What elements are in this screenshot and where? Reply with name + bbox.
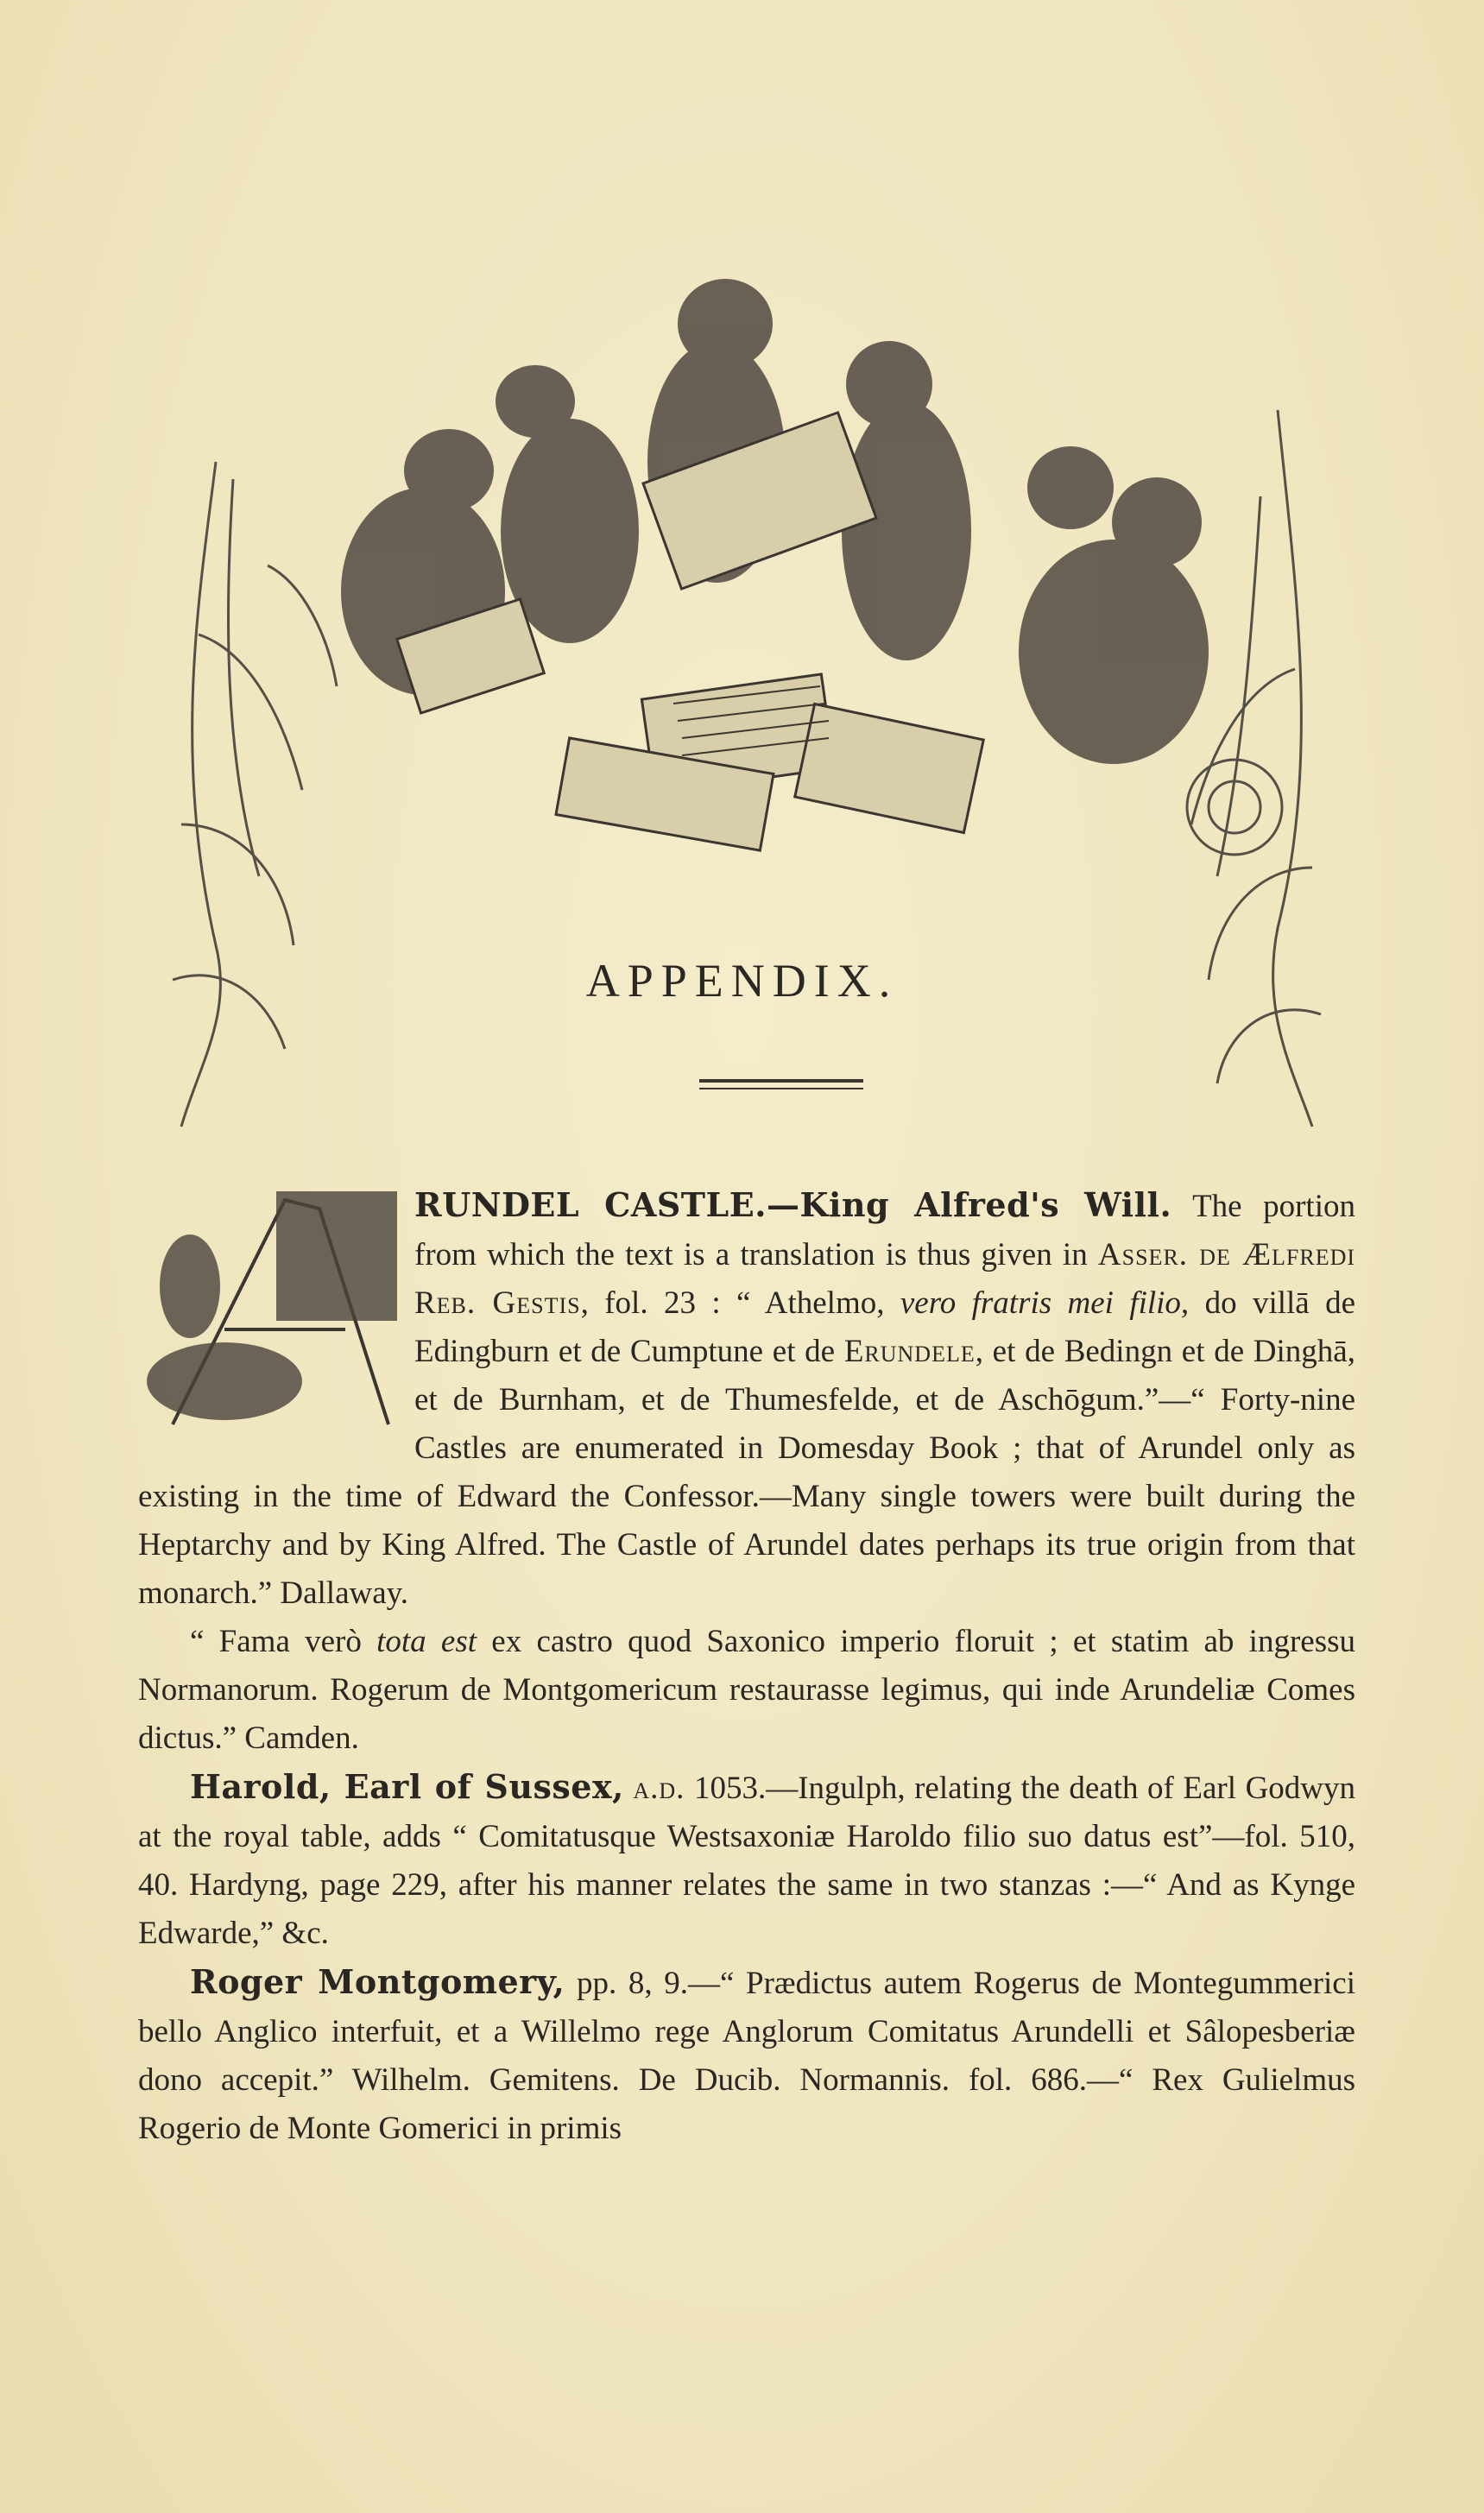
appendix-text xyxy=(138,1181,1355,2153)
paragraph-roger-montgomery: Roger Montgomery, pp. 8, 9.—“ Prædictus autem Rogerus de Montegummerici bello Anglico interfuit, et a Willelmo rege Anglorum Comitatus Arundelli et Sâlopesberiæ dono accepit.” Wilhelm. Gemitens. De Ducib. Normannis. fol. 686.—“ Rex Gulielmus Rogerio de Monte Gomerici in primis xyxy=(138,1962,1355,2146)
name-erundele: Erundele xyxy=(843,1334,976,1369)
title-rule-thin xyxy=(699,1088,863,1089)
appendix-title: APPENDIX. xyxy=(585,955,899,1007)
heading-roger-montgomery: Roger Montgomery, xyxy=(190,1962,565,2001)
paragraph-camden: “ Fama verò tota est ex castro quod Saxonico imperio floruit ; et statim ab ingressu Normanorum. Rogerum de Montgomericum restaurasse legimus, qui inde Arundeliæ Comes dictus.” Camden. xyxy=(138,1624,1355,1756)
heading-arundel-castle: RUNDEL CASTLE.—King Alfred's Will. xyxy=(414,1185,1172,1224)
cherubs-engraving-illustration xyxy=(164,272,1329,1144)
paragraph-arundel-castle: RUNDEL CASTLE.—King Alfred's Will. The portion from which the text is a translation is thus given in Asser. de Ælfredi Reb. Gestis, fol. 23 : “ Athelmo, vero fratris mei filio, do villā de Edingburn et de Cumptune et de Erundele, et de Bedingn et de Dinghā, et de Burnham, et de Thumesfelde, et de Aschōgum.”—“ Forty-nine Castles are enumerated in Domesday Book ; that of Arundel only as existing in the time of Edward the Confessor.—Many single towers were built during the Heptarchy and by King Alfred. The Castle of Arundel dates perhaps its true origin from that monarch.” Dallaway. xyxy=(138,1181,1355,1618)
source-asser: Asser. de Ælfredi Reb. Gestis xyxy=(414,1237,1356,1321)
heading-harold: Harold, Earl of Sussex, xyxy=(190,1767,624,1806)
initial-letter-space xyxy=(138,1181,414,1436)
paragraph-harold: Harold, Earl of Sussex, a.d. 1053.—Ingulph, relating the death of Earl Godwyn at the royal table, adds “ Comitatusque Westsaxoniæ Haroldo filio suo datus est”—fol. 510, 40. Hardyng, page 229, after his manner relates the same in two stanzas :—“ And as Kynge Edwarde,” &c. xyxy=(138,1767,1356,1951)
title-rule xyxy=(699,1079,863,1083)
